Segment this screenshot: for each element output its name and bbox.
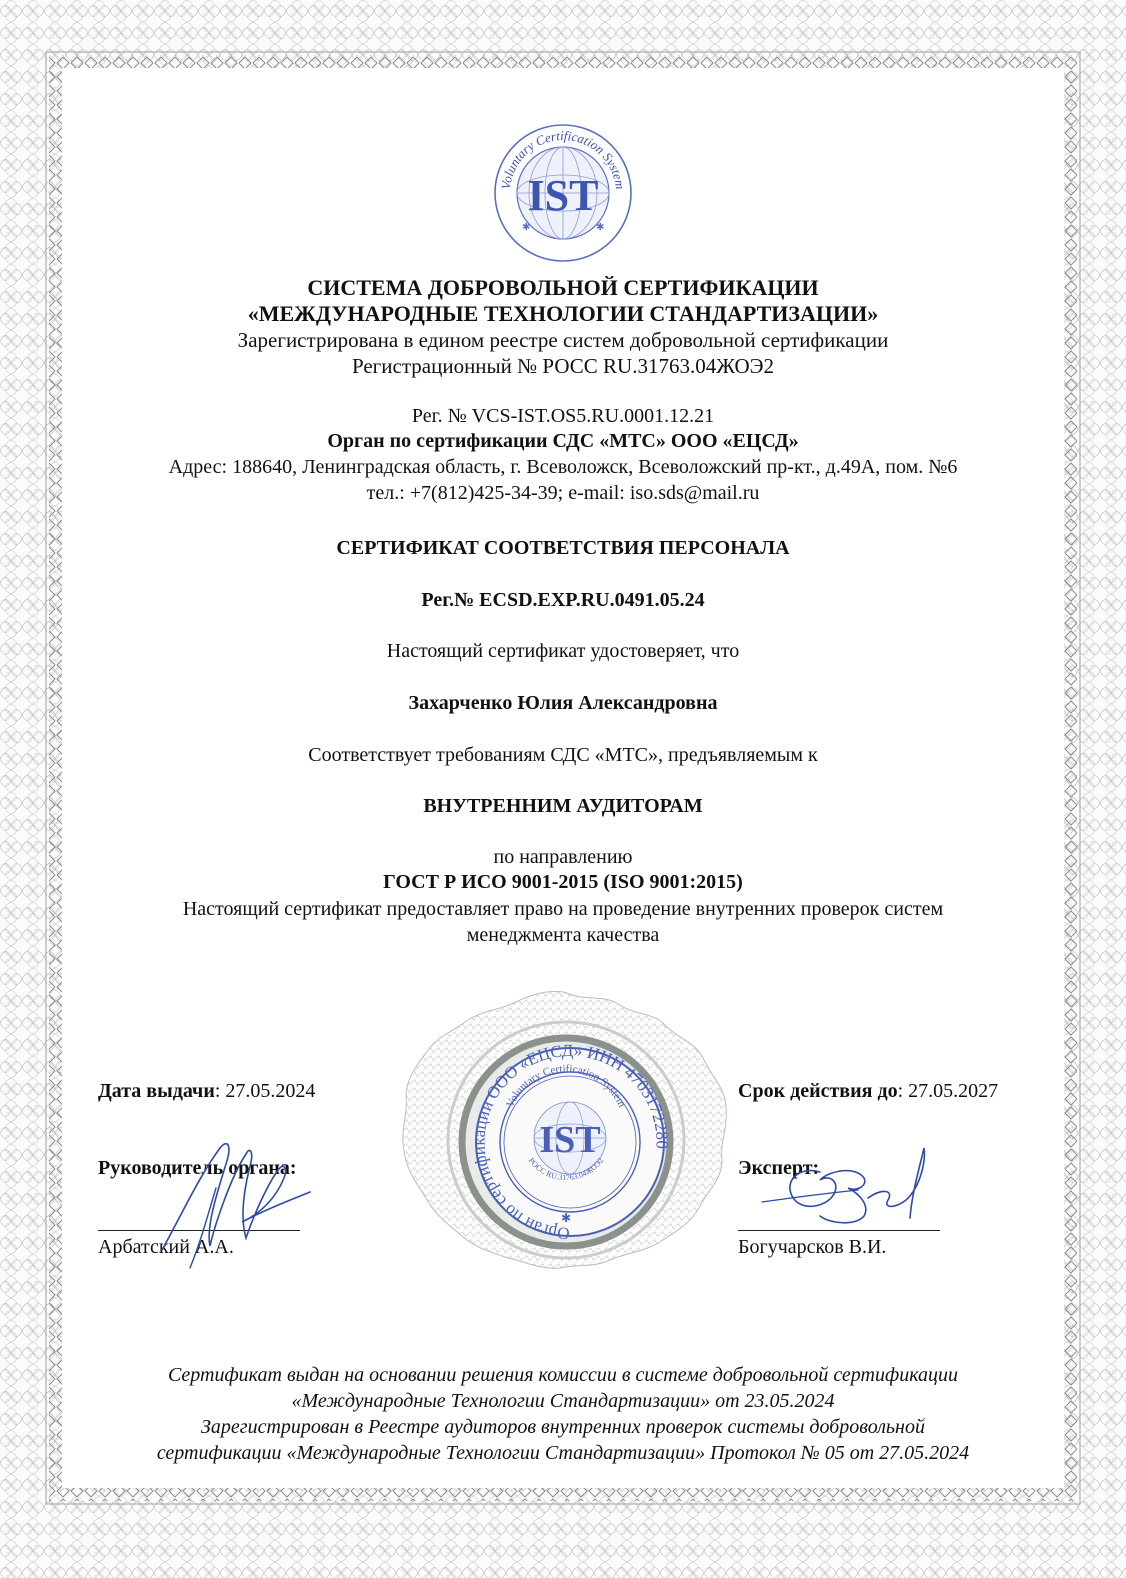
body-reg-number: Рег. № VCS-IST.OS5.RU.0001.12.21 xyxy=(411,405,715,427)
footer-line2: «Международные Технологии Стандартизации» от 23.05.2024 xyxy=(291,1390,835,1412)
expert-name: Богучарсков В.И. xyxy=(738,1236,887,1258)
footer-line3: Зарегистрирован в Реестре аудиторов внутренних проверок системы добровольной xyxy=(201,1416,925,1438)
complies-text: Соответствует требованиям СДС «МТС», предъявляемым к xyxy=(308,744,818,766)
expert-signature xyxy=(760,1136,950,1236)
issue-date-label: Дата выдачи xyxy=(98,1080,215,1102)
registry-statement: Зарегистрирована в едином реестре систем добровольной сертификации xyxy=(237,328,889,352)
issue-date-value: : 27.05.2024 xyxy=(214,1080,316,1102)
valid-until-label: Срок действия до xyxy=(738,1080,898,1102)
certification-body-address: Адрес: 188640, Ленинградская область, г. Всеволожск, Всеволожский пр-кт., д.49А, пом. №6 xyxy=(168,456,958,478)
seal-inner-text: Voluntary Certification System xyxy=(504,1062,628,1110)
expert-label: Эксперт: xyxy=(738,1157,820,1179)
logo-ring-text: Voluntary Certification System xyxy=(498,127,628,191)
certificate-reg-number: Рег.№ ECSD.EXP.RU.0491.05.24 xyxy=(421,589,705,611)
head-name: Арбатский А.А. xyxy=(98,1236,234,1258)
system-name-line2: «МЕЖДУНАРОДНЫЕ ТЕХНОЛОГИИ СТАНДАРТИЗАЦИИ» xyxy=(247,301,879,326)
valid-until xyxy=(738,1080,998,1103)
issue-date xyxy=(98,1080,315,1103)
seal-center-text: IST xyxy=(539,1119,601,1161)
footer-line1: Сертификат выдан на основании решения комиссии в системе добровольной сертификации xyxy=(167,1364,959,1386)
head-label: Руководитель органа: xyxy=(98,1157,297,1179)
footer-line4: сертификации «Международные Технологии Стандартизации» Протокол № 05 от 27.05.2024 xyxy=(156,1442,970,1464)
certification-body-name: Орган по сертификации СДС «МТС» ООО «ЕЦСД» xyxy=(327,430,799,452)
role-title: ВНУТРЕННИМ АУДИТОРАМ xyxy=(423,795,703,817)
svg-text:✱: ✱ xyxy=(522,222,531,233)
svg-text:✱: ✱ xyxy=(560,1211,572,1225)
embossed-seal xyxy=(396,990,732,1272)
holder-name: Захарченко Юлия Александровна xyxy=(408,692,718,714)
certification-body-contacts: тел.: +7(812)425-34-39; e-mail: iso.sds@mail.ru xyxy=(366,482,760,504)
rights-text-line2: менеджмента качества xyxy=(466,924,660,946)
rights-text-line1: Настоящий сертификат предоставляет право на проведение внутренних проверок систем xyxy=(182,898,944,920)
certificate-title: СЕРТИФИКАТ СООТВЕТСТВИЯ ПЕРСОНАЛА xyxy=(336,537,790,559)
head-signature xyxy=(150,1118,320,1278)
valid-until-value: : 27.05.2027 xyxy=(897,1080,999,1102)
logo-center-text: IST xyxy=(527,171,599,220)
seal-ring-text: Орган по сертификации ООО «ЕЦСД» ИНН 4703172280 xyxy=(469,1040,672,1244)
svg-text:✱: ✱ xyxy=(596,222,605,233)
certifies-text: Настоящий сертификат удостоверяет, что xyxy=(386,640,740,662)
system-name-line1: СИСТЕМА ДОБРОВОЛЬНОЙ СЕРТИФИКАЦИИ xyxy=(307,275,819,300)
standard-name: ГОСТ Р ИСО 9001-2015 (ISO 9001:2015) xyxy=(383,871,743,893)
ist-logo xyxy=(492,122,634,264)
direction-label: по направлению xyxy=(493,846,633,868)
registry-number: Регистрационный № РОСС RU.31763.04ЖОЭ2 xyxy=(351,354,775,378)
seal-small-text: РОСС RU.31763.04ЖОЭ2 xyxy=(526,1156,606,1183)
